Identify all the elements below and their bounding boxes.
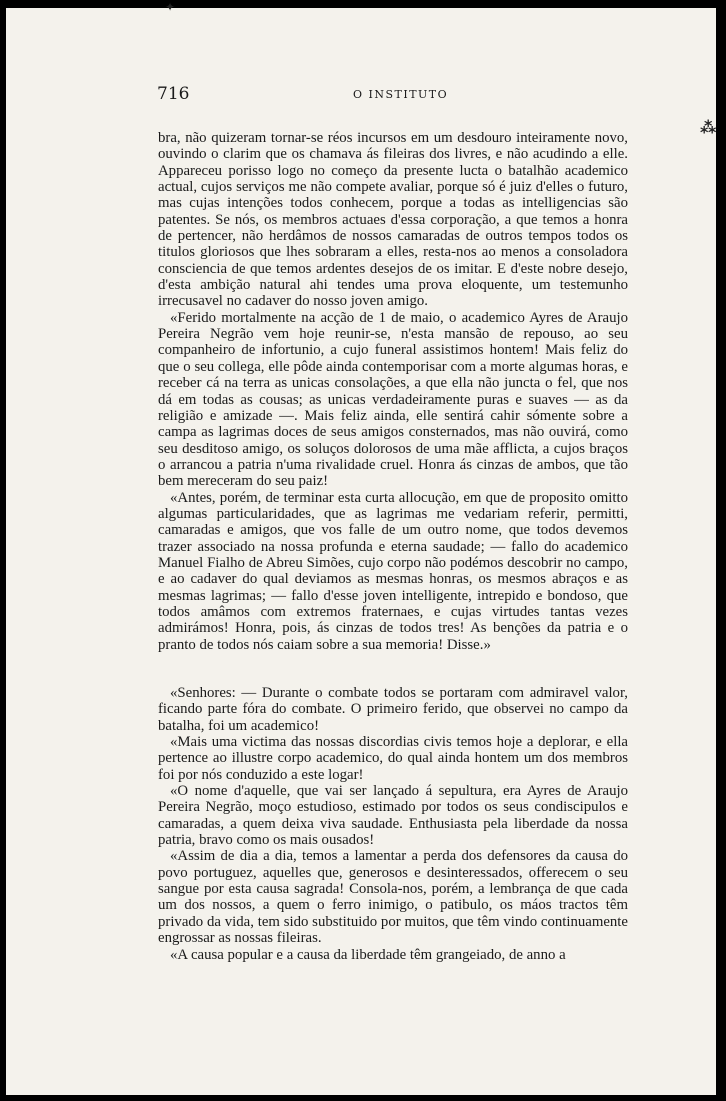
paragraph: «Ferido mortalmente na acção de 1 de maio, o academico Ayres de Araujo Pereira Negrão vem hoje reunir-se, n'esta mansão de repouso, ao seu companheiro de infortunio, a cujo funeral assistimos hontem! Mais feliz do que o seu collega, elle pôde ainda contemporisar com a morte algumas horas, e receber cá na terra as unicas consolações, a que ella não juncta o fel, que nos dá em todas as cousas; as unicas verdadeiramente puras e suaves — as da religião e amizade —. Mais feliz ainda, elle sentirá cahir sómente sobre a campa as lagrimas doces de seus amigos consternados, mas não ouvirá, como seu desditoso amigo, os soluços dolorosos de uma mãe afflicta, a cujos braços o arrancou a patria n'uma rivalidade cruel. Honra ás cinzas de ambos, que tão bem mereceram do seu paiz! <box>158 309 628 490</box>
paragraph: «O nome d'aquelle, que vai ser lançado á sepultura, era Ayres de Araujo Pereira Negrão, moço estudioso, estimado por todos os seus condiscipulos e camaradas, a quem deixa viva saudade. Enthusiasta pela liberdade da nossa patria, bravo como os mais ousados! <box>158 783 628 849</box>
page-header <box>157 84 627 106</box>
speech-block-second <box>158 685 628 963</box>
ink-smudge-mark: ⁂ <box>700 118 717 137</box>
paragraph: «Assim de dia a dia, temos a lamentar a perda dos defensores da causa do povo portuguez, aquelles que, generosos e desinteressados, offerecem o seu sangue por esta causa sagrada! Consola-nos, porém, a lembrança de que cada um dos nossos, a quem o ferro inimigo, o patibulo, os máos tractos têm privado da vida, tem sido substituido por muitos, que têm vindo continuamente engrossar as nossas fileiras. <box>158 848 628 947</box>
running-title: O INSTITUTO <box>353 88 449 101</box>
paragraph: bra, não quizeram tornar-se réos incursos em um desdouro inteiramente novo, ouvindo o clarim que os chamava ás fileiras dos livres, e não acudindo a elle. Appareceu porisso logo no começo da presente lucta o batalhão academico actual, cujos serviços me não compete avaliar, porque só é juiz d'elles o futuro, mas cujas intenções todos conhecem, porque a todas as intelligencias são patentes. Se nós, os membros actuaes d'essa corporação, a que temos a honra de pertencer, não herdâmos de nossos camaradas de outros tempos todos os titulos gloriosos que lhes sobraram a elles, resta-nos ao menos a consoladora consciencia de que temos ardentes desejos de os imitar. E d'este nobre desejo, d'esta ambição natural ahi tendes uma prova eloquente, um testemunho irrecusavel no cadaver do nosso joven amigo. <box>158 130 628 310</box>
paragraph: «Mais uma victima das nossas discordias civis temos hoje a deplorar, e ella pertence ao illustre corpo academico, do qual ainda hontem um dos membros foi por nós conduzido a este logar! <box>158 734 628 783</box>
paragraph: «A causa popular e a causa da liberdade têm grangeiado, de anno a <box>170 946 566 963</box>
page-number: 716 <box>157 84 190 104</box>
ink-blot-mark: ✦ <box>165 0 176 14</box>
paragraph: «Senhores: — Durante o combate todos se portaram com admiravel valor, ficando parte fóra do combate. O primeiro ferido, que observei no campo da batalha, foi um academico! <box>158 685 628 734</box>
paragraph: «Antes, porém, de terminar esta curta allocução, em que de proposito omitto algumas particularidades, que as lagrimas me vedariam referir, permitti, camaradas e amigos, que vos falle de um outro nome, que todos devemos trazer associado na nossa profunda e eterna saudade; — fallo do academico Manuel Fialho de Abreu Simões, cujo corpo não podémos descobrir no campo, e ao cadaver do qual deviamos as mesmas honras, os mesmos abraços e as mesmas lagrimas; — fallo d'esse joven intelligente, intrepido e bondoso, que todos amâmos com extremos fraternaes, e cujas virtudes tantas vezes admirámos! Honra, pois, ás cinzas de todos tres! As benções da patria e o pranto de todos nós caiam sobre a sua memoria! Disse.» <box>158 489 628 653</box>
speech-block-first <box>158 130 628 653</box>
